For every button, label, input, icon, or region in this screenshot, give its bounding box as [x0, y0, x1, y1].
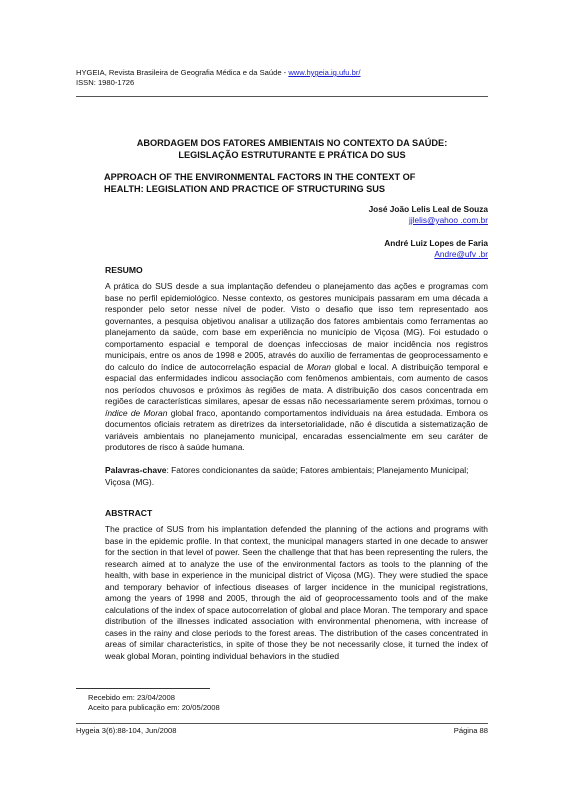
issn: ISSN: 1980-1726 [76, 78, 135, 87]
journal-header [76, 68, 361, 78]
header-divider [76, 96, 488, 97]
resumo-text: A prática do SUS desde a sua implantação defendeu o planejamento das ações e programas com base no perfil epidemiológico. Nesse contexto, os gestores municipais passaram em uma década a responder pelo setor nesse nível de poder. Visto o desafio que isso tem representado aos governantes, a pesquisa objetivou analisar a utilização dos fatores ambientais como ferramentas ao planejamento da saúde, com base em experiência no município de Viçosa (MG). Foi estudado o comportamento espacial e temporal de doenças infecciosas de maior incidência nos registros municipais, entre os anos de 1998 e 2005, através do auxílio de ferramentas de geoprocessamento e do calculo do índice de autocorrelação espacial de Moran global e local. A distribuição temporal e espacial das enfermidades indicou associação com fenômenos ambientais, com aumento de casos nos períodos chuvosos e próximos às regiões de mata. A distribuição dos casos concentrada em regiões de características similares, apesar de essas não necessariamente serem próximas, tornou o índice de Moran global fraco, apontando comportamentos individuais na área estudada. Embora os documentos oficiais retratem as diretrizes da intersetorialidade, não é discutida a sistematização de variáveis ambientais no planejamento municipal, encaradas essencialmente em seu caráter de produtores de risco à saúde humana. [105, 281, 488, 452]
abstract-heading: ABSTRACT [105, 508, 153, 518]
title-en-line-1: APPROACH OF THE ENVIRONMENTAL FACTORS IN THE CONTEXT OF [104, 172, 416, 182]
author-name: André Luiz Lopes de Faria [384, 238, 488, 248]
title-pt-line-2: LEGISLAÇÃO ESTRUTURANTE E PRÁTICA DO SUS [178, 150, 406, 160]
accepted-date: Aceito para publicação em: 20/05/2008 [88, 703, 220, 712]
resumo-heading: RESUMO [105, 265, 143, 275]
abstract-text: The practice of SUS from his implantation defended the planning of the actions and programs with base in the epidemic profile. In that context, the municipal managers started in one decade to answer for the section in that level of power. Seen the challenge that that has been representing the rulers, the research aimed at to analyze the use of the environmental factors as tools to the planning of the health, with base in experience in the municipal district of Viçosa (MG). They were studied the space and temporary behavior of infectious diseases of larger incidence in the municipal registrations, among the years of 1998 and 2005, through the aid of geoprocessamento tools and of the make calculations of the index of space autocorrelation of global and place Moran. The temporary and space distribution of the illnesses indicated association with environmental phenomena, with increase of cases in the rainy and close periods to the forest areas. The distribution of the cases concentrated in areas of similar characteristics, in spite of those they be not necessarily close, it turned the index of weak global Moran, pointing individual behaviors in the studied [105, 524, 488, 661]
author-name: José João Lelis Leal de Souza [368, 204, 488, 214]
keywords-text: : Fatores condicionantes da saúde; Fatores ambientais; Planejamento Municipal; Viçosa (MG). [105, 465, 469, 487]
author-email-link[interactable]: jjlelis@yahoo .com.br [409, 215, 488, 225]
journal-url-link[interactable]: www.hygeia.ig.ufu.br/ [288, 68, 361, 77]
keywords [105, 465, 488, 488]
author-email-link[interactable]: Andre@ufv .br [434, 249, 488, 259]
title-pt-line-1: ABORDAGEM DOS FATORES AMBIENTAIS NO CONTEXTO DA SAÚDE: [136, 138, 448, 148]
received-date: Recebido em: 23/04/2008 [88, 693, 175, 702]
footnote-divider [76, 688, 210, 689]
footer-divider [76, 723, 488, 724]
keywords-label: Palavras-chave [105, 465, 167, 475]
journal-name: HYGEIA, Revista Brasileira de Geografia Médica e da Saúde - [76, 68, 289, 77]
title-en-line-2: HEALTH: LEGISLATION AND PRACTICE OF STRUCTURING SUS [104, 184, 386, 194]
page-number: Página 88 [453, 726, 488, 735]
footer-citation: Hygeia 3(6):88-104, Jun/2008 [76, 726, 177, 735]
